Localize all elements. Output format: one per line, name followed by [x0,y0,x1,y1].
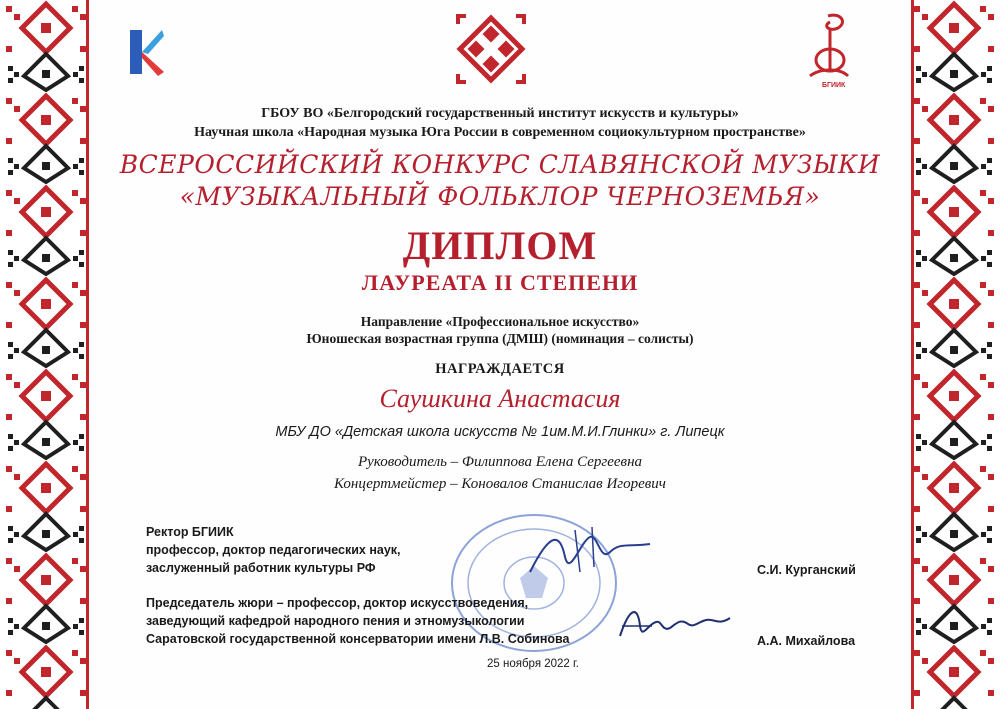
awarded-label: НАГРАЖДАЕТСЯ [435,361,565,377]
rector-degree: профессор, доктор педагогических наук, [146,543,401,557]
rector-title: Ректор БГИИК [146,525,234,539]
contest-title-line-2: «МУЗЫКАЛЬНЫЙ ФОЛЬКЛОР ЧЕРНОЗЕМЬЯ» [179,182,821,211]
rector-honor: заслуженный работник культуры РФ [146,561,376,575]
laureate-degree: ЛАУРЕАТА II СТЕПЕНИ [361,270,639,295]
direction-text: Направление «Профессиональное искусство» [360,314,640,329]
contest-title-line-1: ВСЕРОССИЙСКИЙ КОНКУРС СЛАВЯНСКОЙ МУЗЫКИ [119,150,881,179]
jury-block [146,594,569,648]
presidential-fund-logo [128,26,174,78]
institute-name: ГБОУ ВО «Белгородский государственный институт искусств и культуры» [261,106,739,121]
jury-chair-name: А.А. Михайлова [757,634,856,648]
bgiik-logo-label: БГИИК [822,82,846,89]
rector-signature [520,522,660,582]
rector-block [146,523,401,577]
diploma-title: ДИПЛОМ [402,223,598,268]
center-ornament-icon [456,14,526,84]
jury-title: Председатель жюри – профессор, доктор искусствоведения, [146,596,529,610]
fund-k-icon [128,26,166,78]
issue-date: 25 ноября 2022 г. [487,658,579,670]
rector-name: С.И. Курганский [757,563,856,577]
organization-text: МБУ ДО «Детская школа искусств № 1им.М.И.Глинки» г. Липецк [275,424,725,440]
scientific-school: Научная школа «Народная музыка Юга России в современном социокультурном пространстве» [194,125,806,140]
accompanist-text: Концертмейстер – Коновалов Станислав Игоревич [334,476,666,492]
recipient-name: Саушкина Анастасия [379,384,621,413]
leader-text: Руководитель – Филиппова Елена Сергеевна [357,454,643,470]
bgiik-emblem-icon [800,10,856,82]
jury-position: заведующий кафедрой народного пения и этномузыкологии [146,614,525,628]
age-group-text: Юношеская возрастная группа (ДМШ) (номинация – солисты) [306,331,694,346]
jury-conservatory: Саратовской государственной консерватории имени Л.В. Собинова [146,632,570,646]
bgiik-logo [800,10,856,94]
jury-signature [612,596,742,646]
